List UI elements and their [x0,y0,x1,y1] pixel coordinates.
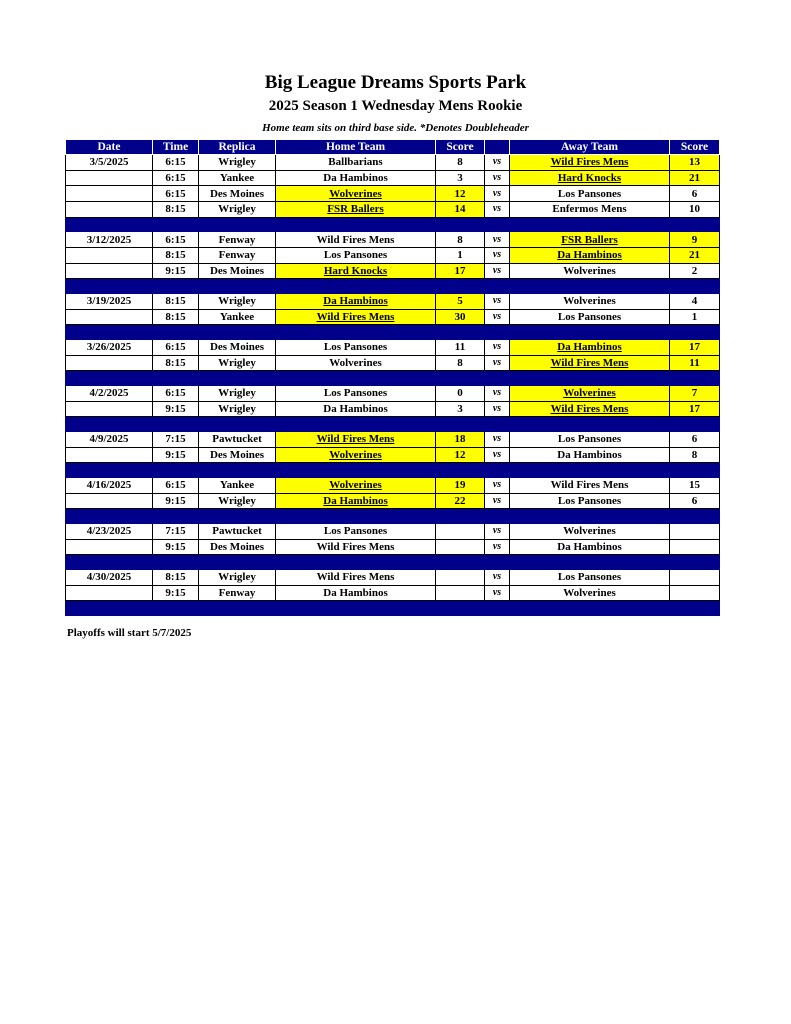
cell-vs: vs [485,523,510,539]
cell-away-team: Wild Fires Mens [510,401,670,417]
cell-replica: Fenway [199,585,276,601]
cell-home-score: 19 [436,477,485,493]
cell-home-score: 0 [436,385,485,401]
cell-vs: vs [485,493,510,509]
cell-away-score [670,539,720,555]
cell-replica: Des Moines [199,339,276,355]
cell-date [66,355,153,371]
cell-home-score: 5 [436,294,485,310]
cell-time: 6:15 [153,385,199,401]
footer-note: Playoffs will start 5/7/2025 [67,627,192,639]
separator-cell [66,217,153,232]
table-row [66,447,720,463]
cell-away-score: 9 [670,232,720,248]
separator-cell [510,555,670,570]
cell-away-team: Wolverines [510,585,670,601]
cell-home-score: 14 [436,202,485,218]
cell-replica: Wrigley [199,401,276,417]
cell-replica: Wrigley [199,355,276,371]
separator-cell [510,217,670,232]
separator-cell [66,325,153,340]
cell-away-score [670,585,720,601]
cell-away-score: 6 [670,493,720,509]
cell-away-score: 6 [670,431,720,447]
separator-cell [436,555,485,570]
cell-away-team: Wolverines [510,385,670,401]
cell-date [66,248,153,264]
table-row [66,263,720,279]
table-row [66,186,720,202]
cell-vs: vs [485,232,510,248]
col-header-away-score: Score [670,140,720,155]
cell-away-score: 8 [670,447,720,463]
separator-cell [485,555,510,570]
table-row [66,477,720,493]
col-header-date: Date [66,140,153,155]
cell-home-score: 8 [436,155,485,171]
cell-away-score: 7 [670,385,720,401]
cell-date [66,585,153,601]
cell-time: 9:15 [153,493,199,509]
cell-vs: vs [485,263,510,279]
separator-cell [66,555,153,570]
cell-away-team: Los Pansones [510,186,670,202]
cell-vs: vs [485,170,510,186]
cell-vs: vs [485,539,510,555]
separator-cell [276,217,436,232]
cell-time: 7:15 [153,431,199,447]
table-row [66,539,720,555]
separator-cell [670,601,720,616]
cell-vs: vs [485,385,510,401]
cell-home-team: Da Hambinos [276,170,436,186]
cell-date [66,447,153,463]
cell-replica: Des Moines [199,186,276,202]
cell-home-team: Wolverines [276,447,436,463]
separator-cell [276,509,436,524]
separator-cell [485,463,510,478]
cell-time: 8:15 [153,569,199,585]
cell-date [66,493,153,509]
cell-vs: vs [485,355,510,371]
page-title: Big League Dreams Sports Park [264,72,527,93]
separator-cell [510,509,670,524]
cell-away-score: 21 [670,248,720,264]
cell-vs: vs [485,569,510,585]
table-row [66,569,720,585]
separator-cell [510,463,670,478]
cell-date: 3/26/2025 [66,339,153,355]
table-row [66,585,720,601]
cell-home-team: Wolverines [276,355,436,371]
separator-cell [670,463,720,478]
separator-cell [276,325,436,340]
week-separator-row [66,463,720,478]
cell-time: 9:15 [153,539,199,555]
cell-vs: vs [485,294,510,310]
cell-date: 4/2/2025 [66,385,153,401]
cell-replica: Fenway [199,232,276,248]
separator-cell [510,371,670,386]
cell-home-score [436,585,485,601]
separator-cell [199,555,276,570]
cell-vs: vs [485,155,510,171]
cell-away-score: 1 [670,309,720,325]
cell-away-score: 6 [670,186,720,202]
cell-home-team: Da Hambinos [276,493,436,509]
cell-away-team: FSR Ballers [510,232,670,248]
cell-time: 6:15 [153,170,199,186]
cell-vs: vs [485,431,510,447]
cell-vs: vs [485,186,510,202]
cell-time: 9:15 [153,401,199,417]
separator-cell [153,325,199,340]
separator-cell [436,601,485,616]
cell-date [66,186,153,202]
cell-home-score: 12 [436,447,485,463]
cell-away-score: 13 [670,155,720,171]
cell-replica: Pawtucket [199,431,276,447]
cell-date [66,539,153,555]
cell-replica: Yankee [199,309,276,325]
schedule-table [65,139,720,616]
cell-vs: vs [485,248,510,264]
cell-home-team: Da Hambinos [276,294,436,310]
cell-home-team: Hard Knocks [276,263,436,279]
cell-time: 8:15 [153,355,199,371]
cell-away-team: Wild Fires Mens [510,355,670,371]
cell-time: 8:15 [153,294,199,310]
cell-home-score [436,523,485,539]
cell-vs: vs [485,309,510,325]
separator-cell [485,279,510,294]
table-row [66,355,720,371]
table-row [66,401,720,417]
separator-cell [485,601,510,616]
separator-cell [66,601,153,616]
cell-date [66,263,153,279]
cell-home-score: 1 [436,248,485,264]
cell-away-team: Da Hambinos [510,447,670,463]
cell-date: 4/23/2025 [66,523,153,539]
separator-cell [66,417,153,432]
cell-replica: Wrigley [199,294,276,310]
cell-time: 9:15 [153,585,199,601]
separator-cell [436,279,485,294]
table-row [66,431,720,447]
separator-cell [485,417,510,432]
col-header-home-team: Home Team [276,140,436,155]
cell-away-team: Wolverines [510,263,670,279]
cell-home-score: 22 [436,493,485,509]
table-row [66,493,720,509]
cell-home-team: Wolverines [276,477,436,493]
cell-away-team: Los Pansones [510,431,670,447]
cell-away-team: Wolverines [510,294,670,310]
week-separator-row [66,217,720,232]
week-separator-row [66,325,720,340]
table-row [66,232,720,248]
table-row [66,294,720,310]
cell-away-team: Los Pansones [510,569,670,585]
separator-cell [670,371,720,386]
table-row [66,309,720,325]
separator-cell [276,417,436,432]
cell-away-score [670,523,720,539]
cell-date [66,401,153,417]
cell-vs: vs [485,477,510,493]
cell-home-score: 18 [436,431,485,447]
cell-away-score: 17 [670,339,720,355]
cell-time: 6:15 [153,186,199,202]
cell-date [66,170,153,186]
cell-date: 3/12/2025 [66,232,153,248]
cell-home-score: 8 [436,232,485,248]
cell-home-score: 3 [436,401,485,417]
cell-away-score: 10 [670,202,720,218]
cell-away-team: Da Hambinos [510,248,670,264]
col-header-away-team: Away Team [510,140,670,155]
separator-cell [436,509,485,524]
table-row [66,248,720,264]
separator-cell [670,217,720,232]
col-header-replica: Replica [199,140,276,155]
cell-home-score: 30 [436,309,485,325]
cell-vs: vs [485,585,510,601]
cell-away-score: 11 [670,355,720,371]
table-row [66,339,720,355]
cell-home-team: Wild Fires Mens [276,569,436,585]
cell-replica: Pawtucket [199,523,276,539]
week-separator-row [66,601,720,616]
separator-cell [436,463,485,478]
cell-away-score [670,569,720,585]
cell-away-score: 17 [670,401,720,417]
cell-replica: Des Moines [199,539,276,555]
cell-home-score: 3 [436,170,485,186]
separator-cell [670,325,720,340]
cell-home-team: Los Pansones [276,339,436,355]
cell-home-team: Wolverines [276,186,436,202]
cell-away-team: Los Pansones [510,309,670,325]
cell-date: 4/30/2025 [66,569,153,585]
separator-cell [153,555,199,570]
table-row [66,202,720,218]
cell-home-score [436,539,485,555]
separator-cell [276,555,436,570]
cell-time: 7:15 [153,523,199,539]
cell-replica: Wrigley [199,493,276,509]
cell-away-score: 2 [670,263,720,279]
separator-cell [199,509,276,524]
cell-time: 6:15 [153,232,199,248]
separator-cell [153,417,199,432]
separator-cell [670,279,720,294]
separator-cell [436,325,485,340]
cell-vs: vs [485,401,510,417]
separator-cell [510,601,670,616]
cell-away-team: Da Hambinos [510,539,670,555]
cell-time: 8:15 [153,248,199,264]
separator-cell [153,217,199,232]
cell-home-team: Los Pansones [276,385,436,401]
cell-replica: Fenway [199,248,276,264]
table-row [66,155,720,171]
separator-cell [66,509,153,524]
cell-time: 9:15 [153,447,199,463]
week-separator-row [66,555,720,570]
cell-replica: Yankee [199,477,276,493]
cell-away-team: Hard Knocks [510,170,670,186]
cell-time: 6:15 [153,339,199,355]
cell-home-team: Los Pansones [276,523,436,539]
separator-cell [510,325,670,340]
separator-cell [670,417,720,432]
cell-home-team: Wild Fires Mens [276,539,436,555]
separator-cell [153,509,199,524]
separator-cell [153,601,199,616]
cell-time: 6:15 [153,155,199,171]
schedule-body [66,155,720,616]
cell-replica: Wrigley [199,155,276,171]
week-separator-row [66,371,720,386]
separator-cell [199,217,276,232]
cell-away-score: 4 [670,294,720,310]
table-row [66,385,720,401]
cell-date: 4/16/2025 [66,477,153,493]
separator-cell [485,217,510,232]
cell-away-team: Da Hambinos [510,339,670,355]
cell-vs: vs [485,202,510,218]
separator-cell [510,279,670,294]
cell-time: 9:15 [153,263,199,279]
cell-replica: Wrigley [199,385,276,401]
cell-replica: Des Moines [199,447,276,463]
cell-away-score: 15 [670,477,720,493]
cell-date: 4/9/2025 [66,431,153,447]
week-separator-row [66,509,720,524]
cell-replica: Wrigley [199,202,276,218]
cell-date: 3/5/2025 [66,155,153,171]
separator-cell [670,509,720,524]
table-header-row [66,140,720,155]
cell-home-team: Los Pansones [276,248,436,264]
separator-cell [276,601,436,616]
schedule-note: Home team sits on third base side. *Denotes Doubleheader [262,122,529,134]
separator-cell [436,217,485,232]
cell-away-team: Wild Fires Mens [510,155,670,171]
separator-cell [199,601,276,616]
col-header-home-score: Score [436,140,485,155]
cell-home-team: FSR Ballers [276,202,436,218]
separator-cell [153,279,199,294]
separator-cell [153,463,199,478]
cell-replica: Wrigley [199,569,276,585]
separator-cell [66,279,153,294]
separator-cell [199,371,276,386]
cell-home-team: Da Hambinos [276,585,436,601]
cell-time: 8:15 [153,309,199,325]
cell-replica: Yankee [199,170,276,186]
col-header-vs [485,140,510,155]
cell-away-team: Los Pansones [510,493,670,509]
week-separator-row [66,417,720,432]
cell-away-score: 21 [670,170,720,186]
cell-home-team: Wild Fires Mens [276,431,436,447]
separator-cell [66,371,153,386]
page-subtitle: 2025 Season 1 Wednesday Mens Rookie [268,98,523,114]
separator-cell [66,463,153,478]
cell-time: 6:15 [153,477,199,493]
cell-home-team: Da Hambinos [276,401,436,417]
cell-date: 3/19/2025 [66,294,153,310]
cell-replica: Des Moines [199,263,276,279]
cell-home-score: 8 [436,355,485,371]
separator-cell [510,417,670,432]
separator-cell [485,509,510,524]
separator-cell [276,279,436,294]
separator-cell [199,463,276,478]
separator-cell [485,325,510,340]
week-separator-row [66,279,720,294]
separator-cell [199,325,276,340]
cell-home-score: 12 [436,186,485,202]
cell-away-team: Wild Fires Mens [510,477,670,493]
cell-date [66,309,153,325]
cell-vs: vs [485,339,510,355]
cell-vs: vs [485,447,510,463]
separator-cell [199,279,276,294]
cell-home-score: 17 [436,263,485,279]
separator-cell [485,371,510,386]
table-row [66,170,720,186]
cell-home-team: Ballbarians [276,155,436,171]
cell-date [66,202,153,218]
cell-home-team: Wild Fires Mens [276,232,436,248]
cell-home-score [436,569,485,585]
separator-cell [276,463,436,478]
separator-cell [436,417,485,432]
table-row [66,523,720,539]
cell-away-team: Enfermos Mens [510,202,670,218]
cell-time: 8:15 [153,202,199,218]
col-header-time: Time [153,140,199,155]
cell-away-team: Wolverines [510,523,670,539]
separator-cell [436,371,485,386]
separator-cell [276,371,436,386]
separator-cell [670,555,720,570]
separator-cell [199,417,276,432]
cell-home-score: 11 [436,339,485,355]
separator-cell [153,371,199,386]
cell-home-team: Wild Fires Mens [276,309,436,325]
